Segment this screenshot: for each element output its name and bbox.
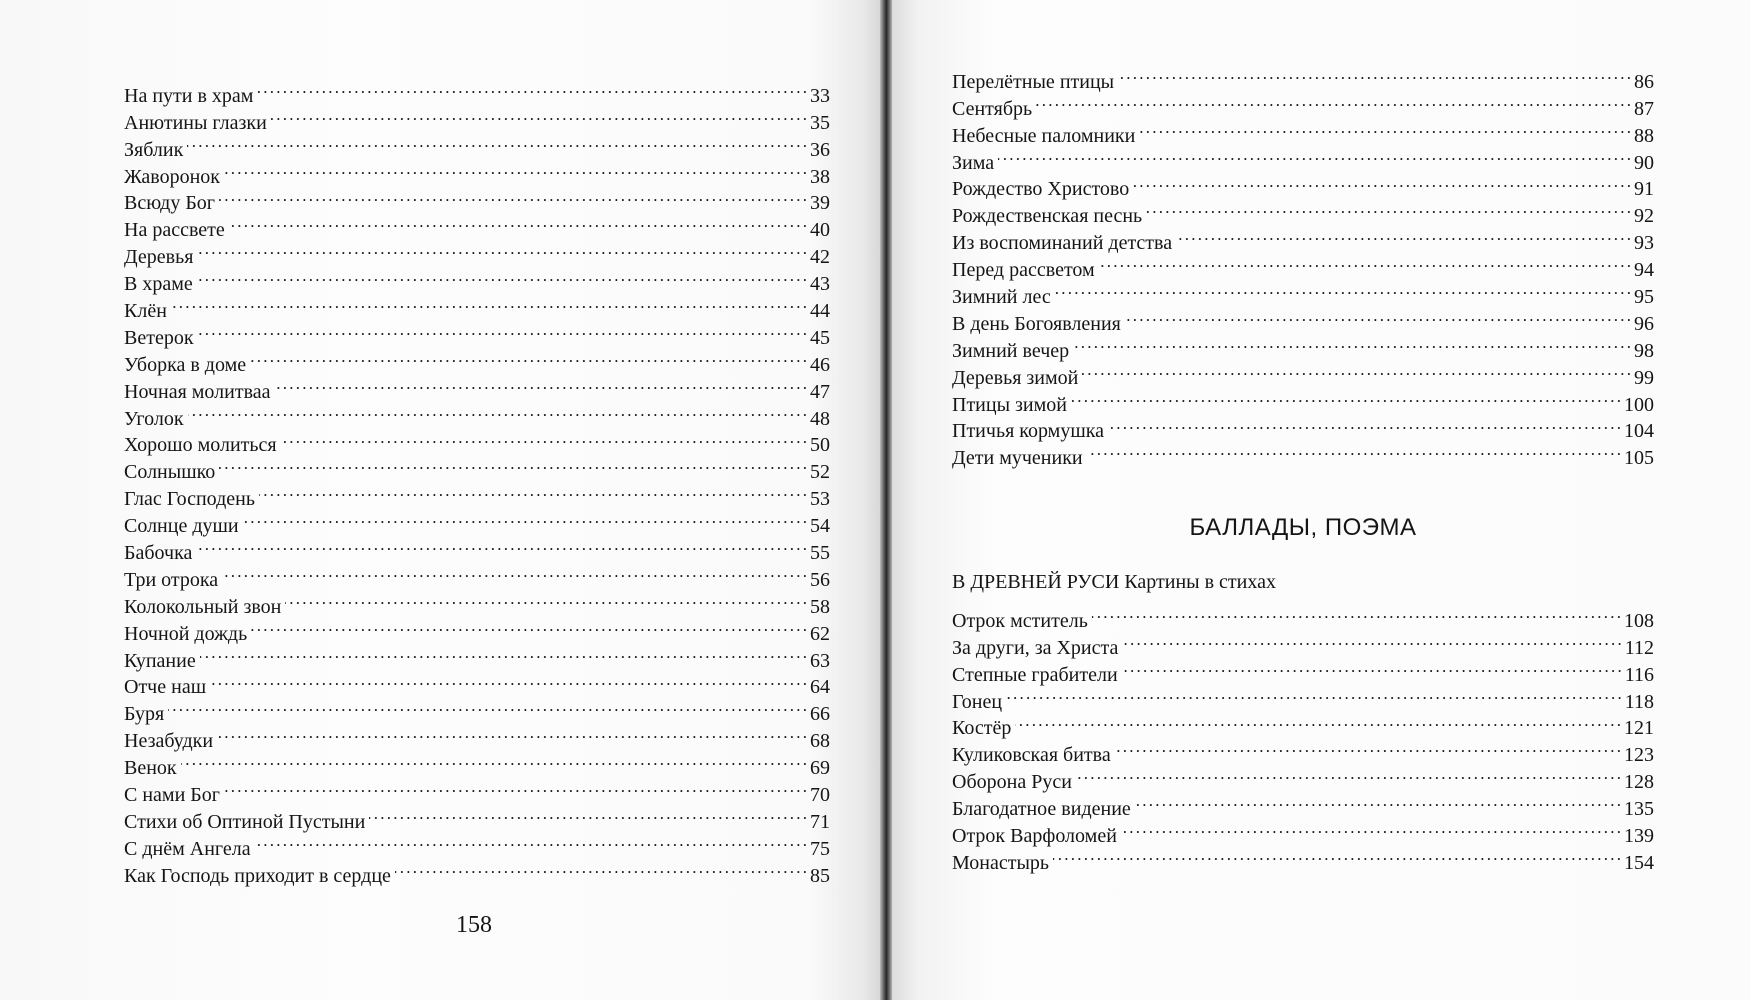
toc-entry-page-number: 100 (1624, 393, 1654, 416)
toc-dot-leader (1053, 842, 1620, 869)
toc-entry-title: В день Богоявления (952, 312, 1121, 335)
toc-entry-page-number: 48 (810, 407, 830, 430)
toc-entry (124, 129, 830, 161)
toc-entry (952, 681, 1654, 713)
toc-dot-leader (1122, 654, 1621, 681)
toc-dot-leader (1082, 357, 1630, 384)
toc-entry (124, 720, 830, 753)
toc-dot-leader (1133, 169, 1630, 196)
toc-entry-title: Солнце души (124, 515, 239, 538)
toc-dot-leader (224, 156, 806, 183)
subsection-heading: В ДРЕВНЕЙ РУСИ Картины в стихах (952, 571, 1276, 593)
toc-entry-page-number: 104 (1624, 420, 1654, 443)
toc-entry-page-number: 94 (1634, 259, 1654, 282)
toc-entry (124, 209, 830, 242)
toc-dot-leader (224, 774, 806, 801)
toc-entry-page-number: 92 (1634, 205, 1654, 228)
toc-entry-title: С нами Бог (124, 784, 220, 807)
toc-entry-title: Перелётные птицы (952, 70, 1115, 93)
toc-dot-leader (1055, 276, 1630, 303)
toc-entry-page-number: 154 (1624, 851, 1654, 874)
toc-entry-title: На рассвете (124, 219, 225, 242)
toc-entry (124, 236, 830, 269)
toc-entry-page-number: 70 (810, 784, 830, 807)
toc-dot-leader (285, 586, 806, 613)
toc-dot-leader (171, 290, 806, 317)
toc-entry-page-number: 50 (810, 434, 830, 457)
toc-entry-title: Три отрока (124, 568, 219, 591)
toc-entry-title: Степные грабители (952, 663, 1118, 686)
toc-dot-leader (369, 801, 806, 828)
toc-entry-title: Буря (124, 703, 165, 726)
toc-entry-title: В храме (124, 273, 193, 296)
toc-dot-leader (1076, 761, 1620, 788)
toc-entry-title: Клён (124, 300, 167, 323)
toc-entry-title: Анютины глазки (124, 111, 267, 134)
toc-entry-page-number: 71 (810, 810, 830, 833)
toc-entry-page-number: 55 (810, 542, 830, 565)
toc-entry-title: Ветерок (124, 326, 194, 349)
right-toc-list (952, 61, 1654, 470)
toc-entry-title: Благодатное видение (952, 798, 1131, 821)
toc-entry-page-number: 108 (1624, 609, 1654, 632)
toc-entry-title: Ночная молитваа (124, 380, 271, 403)
toc-dot-leader (257, 75, 806, 102)
toc-dot-leader (197, 263, 806, 290)
toc-entry-page-number: 88 (1634, 124, 1654, 147)
toc-entry-page-number: 90 (1634, 151, 1654, 174)
toc-entry (124, 478, 830, 511)
toc-entry (952, 88, 1654, 120)
toc-entry-title: Купание (124, 649, 196, 672)
toc-entry-page-number: 56 (810, 568, 830, 591)
toc-entry-title: Костёр (952, 717, 1012, 740)
toc-entry-title: Перед рассветом (952, 259, 1095, 282)
toc-dot-leader (1087, 437, 1620, 464)
toc-entry-title: На пути в храм (124, 84, 254, 107)
toc-entry (124, 586, 830, 618)
toc-entry (124, 774, 830, 807)
toc-entry-title: Венок (124, 757, 177, 780)
toc-entry (124, 801, 830, 833)
toc-entry (952, 276, 1654, 309)
toc-entry-title: С днём Ангела (124, 837, 251, 860)
toc-entry (124, 640, 830, 672)
toc-entry-page-number: 75 (810, 837, 830, 860)
toc-entry-title: Жаворонок (124, 165, 221, 188)
toc-entry (124, 451, 830, 484)
toc-dot-leader (275, 371, 806, 398)
toc-dot-leader (250, 344, 806, 371)
toc-entry (952, 169, 1654, 201)
toc-entry-page-number: 68 (810, 730, 830, 753)
toc-entry-title: Куликовская битва (952, 744, 1111, 767)
toc-dot-leader (998, 142, 1630, 169)
toc-dot-leader (1115, 734, 1620, 761)
toc-dot-leader (219, 451, 806, 478)
toc-entry (952, 734, 1654, 767)
toc-entry-page-number: 99 (1634, 366, 1654, 389)
toc-entry-page-number: 128 (1624, 771, 1654, 794)
toc-entry-title: Всюду Бог (124, 192, 216, 215)
toc-entry-page-number: 91 (1634, 178, 1654, 201)
toc-dot-leader (1122, 627, 1620, 654)
toc-entry-title: Отче наш (124, 676, 207, 699)
toc-entry (952, 61, 1654, 93)
toc-dot-leader (1139, 115, 1630, 142)
toc-entry-page-number: 118 (1624, 690, 1654, 713)
toc-entry-title: Небесные паломники (952, 124, 1136, 147)
toc-dot-leader (1073, 330, 1630, 357)
toc-entry-page-number: 39 (810, 192, 830, 215)
toc-dot-leader (1092, 600, 1620, 627)
toc-entry (952, 842, 1654, 874)
toc-entry (124, 263, 830, 296)
toc-entry-title: Деревья (124, 246, 194, 269)
toc-entry-page-number: 69 (810, 757, 830, 780)
toc-dot-leader (217, 720, 806, 747)
toc-dot-leader (1099, 249, 1630, 276)
toc-dot-leader (259, 478, 806, 505)
toc-entry (124, 747, 830, 780)
toc-dot-leader (1176, 222, 1630, 249)
toc-entry (124, 559, 830, 591)
toc-dot-leader (1071, 384, 1620, 411)
toc-entry (124, 75, 830, 107)
toc-entry-title: Сентябрь (952, 97, 1033, 120)
toc-entry-title: Отрок мститель (952, 609, 1088, 632)
toc-entry-title: Солнышко (124, 461, 216, 484)
toc-dot-leader (1135, 788, 1620, 815)
toc-entry-title: Зима (952, 151, 995, 174)
toc-entry-page-number: 44 (810, 300, 830, 323)
toc-dot-leader (181, 747, 806, 774)
toc-entry-page-number: 58 (810, 595, 830, 618)
toc-entry-page-number: 63 (810, 649, 830, 672)
toc-entry-page-number: 36 (810, 138, 830, 161)
toc-entry-page-number: 66 (810, 703, 830, 726)
toc-entry-page-number: 53 (810, 488, 830, 511)
toc-entry-title: Зяблик (124, 138, 184, 161)
toc-dot-leader (395, 855, 806, 882)
toc-entry-title: За други, за Христа (952, 636, 1119, 659)
toc-entry-title: Незабудки (124, 730, 214, 753)
toc-dot-leader (219, 183, 806, 210)
toc-dot-leader (222, 559, 806, 586)
toc-dot-leader (1118, 61, 1630, 88)
toc-dot-leader (210, 667, 806, 694)
toc-entry (952, 142, 1654, 174)
toc-entry-page-number: 116 (1624, 663, 1654, 686)
toc-entry-page-number: 93 (1634, 232, 1654, 255)
toc-entry-title: Отрок Варфоломей (952, 825, 1117, 848)
toc-entry-page-number: 47 (810, 380, 830, 403)
toc-entry-title: Ночной дождь (124, 622, 248, 645)
toc-entry (124, 693, 830, 726)
toc-entry-page-number: 45 (810, 326, 830, 349)
toc-dot-leader (1036, 88, 1630, 115)
toc-dot-leader (1108, 411, 1620, 438)
toc-entry-title: Уборка в доме (124, 353, 247, 376)
toc-entry-page-number: 40 (810, 219, 830, 242)
toc-dot-leader (255, 828, 806, 855)
toc-entry-title: Хорошо молиться (124, 434, 277, 457)
toc-entry (952, 303, 1654, 335)
toc-entry-title: Гонец (952, 690, 1003, 713)
toc-entry-title: Бабочка (124, 542, 193, 565)
toc-entry-title: Стихи об Оптиной Пустыни (124, 810, 366, 833)
toc-dot-leader (1015, 708, 1620, 735)
toc-entry-page-number: 35 (810, 111, 830, 134)
toc-entry-page-number: 112 (1624, 636, 1654, 659)
toc-dot-leader (1146, 195, 1630, 222)
toc-entry (124, 290, 830, 323)
toc-dot-leader (198, 317, 806, 344)
toc-entry-page-number: 54 (810, 515, 830, 538)
toc-dot-leader (229, 209, 806, 236)
toc-entry-page-number: 85 (810, 864, 830, 887)
toc-dot-leader (187, 129, 806, 156)
toc-dot-leader (168, 693, 806, 720)
toc-entry-page-number: 46 (810, 353, 830, 376)
toc-entry-page-number: 38 (810, 165, 830, 188)
toc-entry-title: Оборона Руси (952, 771, 1072, 794)
toc-entry-page-number: 121 (1624, 717, 1654, 740)
toc-entry-title: Рождественская песнь (952, 205, 1143, 228)
toc-dot-leader (271, 102, 806, 129)
toc-entry-page-number: 105 (1624, 447, 1654, 470)
toc-dot-leader (188, 398, 806, 425)
toc-entry-title: Глас Господень (124, 488, 255, 511)
toc-entry-page-number: 87 (1634, 97, 1654, 120)
toc-dot-leader (200, 640, 806, 667)
toc-dot-leader (196, 532, 806, 559)
toc-entry-page-number: 95 (1634, 286, 1654, 309)
toc-entry-title: Птицы зимой (952, 393, 1067, 416)
toc-entry-page-number: 135 (1624, 798, 1654, 821)
toc-entry-title: Как Господь приходит в сердце (124, 864, 391, 887)
toc-entry-title: Из воспоминаний детства (952, 232, 1173, 255)
toc-entry (124, 398, 830, 430)
toc-entry (124, 425, 830, 457)
toc-entry-title: Дети мученики (952, 447, 1083, 470)
toc-entry-title: Рождество Христово (952, 178, 1130, 201)
toc-entry-title: Деревья зимой (952, 366, 1079, 389)
toc-entry-page-number: 123 (1624, 744, 1654, 767)
toc-entry (124, 667, 830, 699)
toc-dot-leader (251, 613, 806, 640)
toc-entry-page-number: 42 (810, 246, 830, 269)
toc-entry (952, 115, 1654, 147)
toc-entry-page-number: 62 (810, 622, 830, 645)
page-number: 158 (456, 912, 492, 938)
toc-entry (124, 344, 830, 376)
toc-entry-page-number: 98 (1634, 339, 1654, 362)
toc-entry-title: Колокольный звон (124, 595, 282, 618)
toc-entry-page-number: 33 (810, 84, 830, 107)
left-toc-list (124, 75, 830, 887)
toc-entry-page-number: 96 (1634, 312, 1654, 335)
toc-entry-title: Уголок (124, 407, 184, 430)
toc-entry-title: Монастырь (952, 851, 1050, 874)
toc-entry-page-number: 52 (810, 461, 830, 484)
toc-entry-page-number: 64 (810, 676, 830, 699)
toc-entry-page-number: 86 (1634, 70, 1654, 93)
toc-entry (952, 708, 1654, 740)
toc-entry-title: Зимний лес (952, 286, 1051, 309)
toc-dot-leader (1006, 681, 1621, 708)
toc-entry-title: Птичья кормушка (952, 420, 1105, 443)
toc-entry (124, 532, 830, 565)
toc-dot-leader (197, 236, 806, 263)
toc-entry (124, 156, 830, 188)
toc-entry (952, 600, 1654, 632)
book-gutter (880, 0, 892, 1000)
section-heading: БАЛЛАДЫ, ПОЭМА (1189, 514, 1417, 541)
section-toc-list (952, 600, 1654, 874)
toc-dot-leader (243, 505, 806, 532)
toc-dot-leader (1125, 303, 1630, 330)
toc-entry (124, 317, 830, 349)
toc-entry (124, 183, 830, 215)
toc-dot-leader (1121, 815, 1620, 842)
toc-entry-page-number: 43 (810, 273, 830, 296)
toc-entry-page-number: 139 (1624, 825, 1654, 848)
toc-dot-leader (281, 425, 806, 452)
toc-entry-title: Зимний вечер (952, 339, 1070, 362)
